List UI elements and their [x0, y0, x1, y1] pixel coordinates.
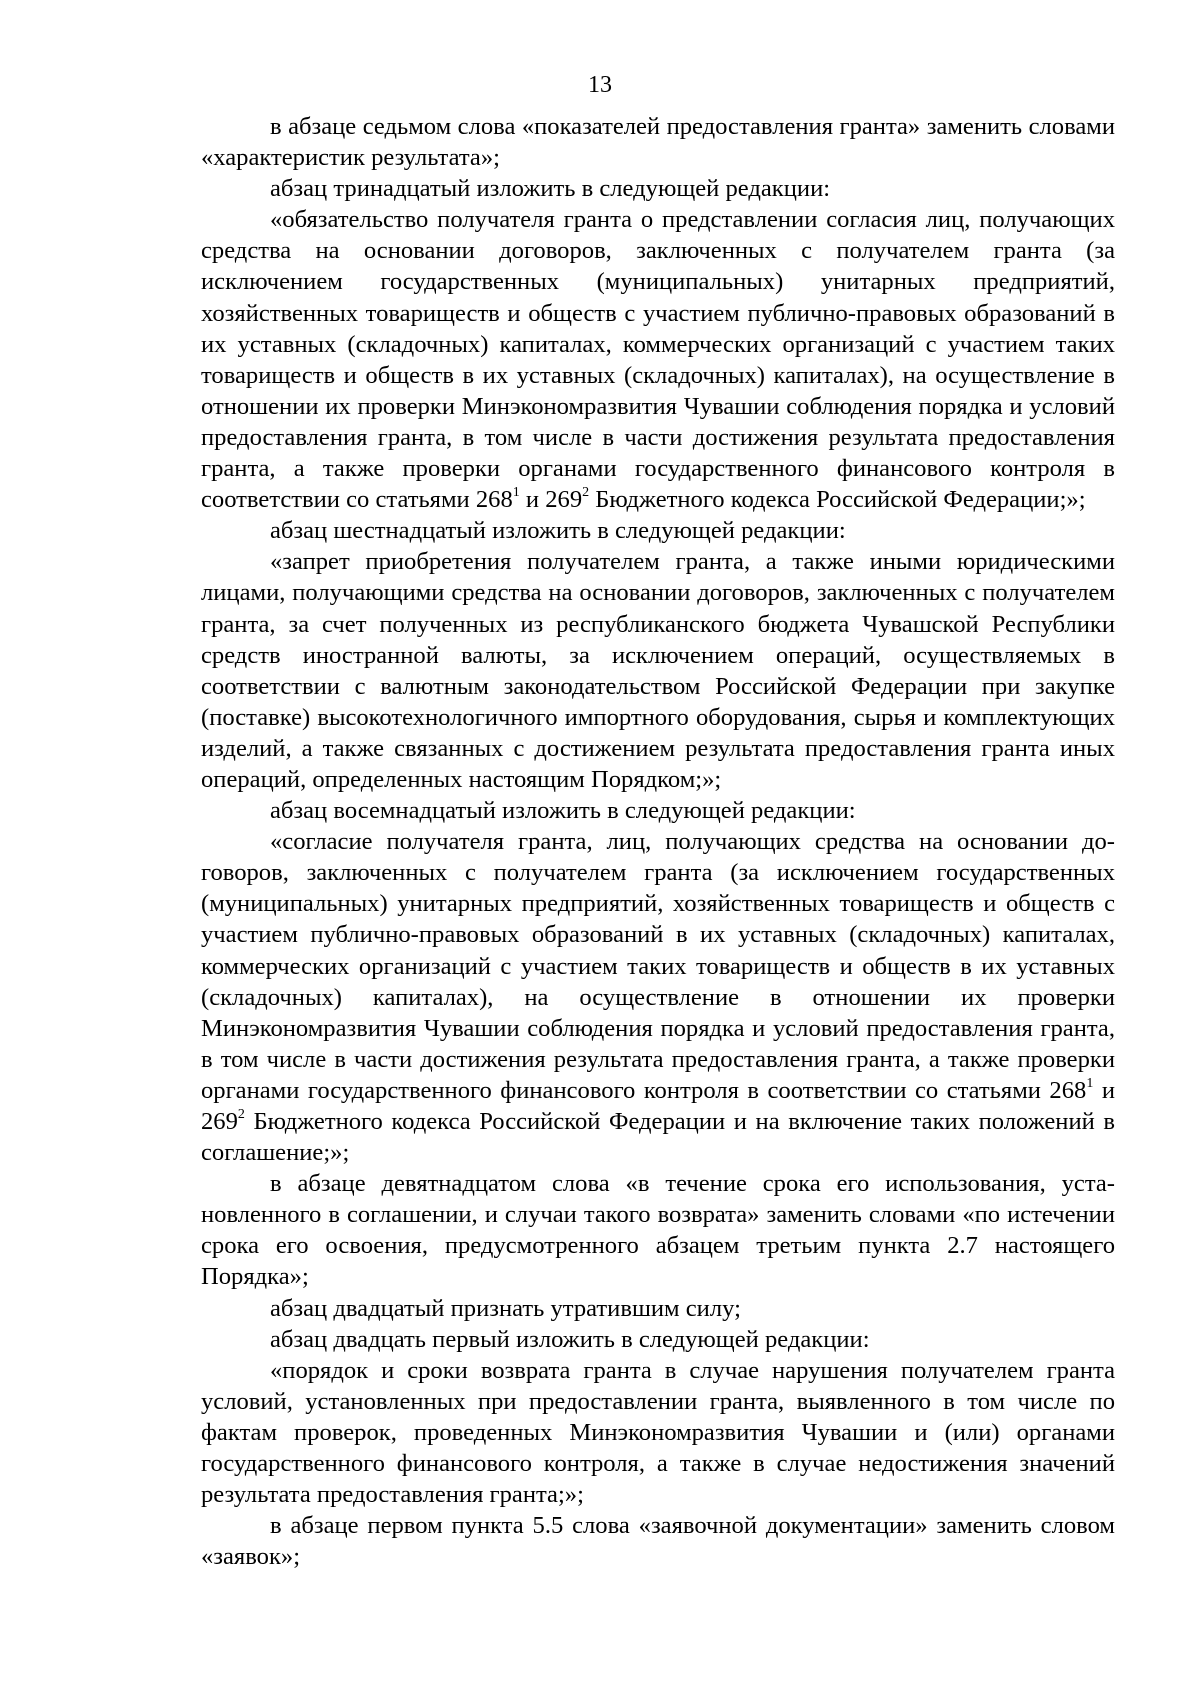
paragraph: абзац двадцать первый изложить в следующей редакции:	[270, 1325, 870, 1353]
paragraph: абзац шестнадцатый изложить в следующей редакции:	[270, 517, 846, 545]
superscript: 2	[237, 1106, 245, 1122]
paragraph	[201, 826, 1115, 1168]
paragraph-text: «согласие получателя гранта, лиц, получающих средства на основании договоров, заключенных с получателем гранта (за исключением государственных (муниципальных) унитарных предприятий, хозяйственных товариществ и обществ с участием публично-правовых образований в их уставных (складочных) капиталах, коммерческих организаций с участием таких товариществ и обществ в их уставных (складочных) капиталах), на осуществление в отношении их проверки Минэкономразвития Чувашии соблюдения порядка и условий предоставления гранта, в том числе в части достижения результата предоставления гранта, а также проверки органами государственного финансового контроля в соответствии со статьями 268	[201, 828, 1115, 1104]
superscript: 2	[582, 484, 590, 500]
superscript: 1	[1086, 1075, 1094, 1091]
paragraph-text: Бюджетного кодекса Российской Федерации;»;	[589, 486, 1086, 514]
paragraph: «запрет приобретения получателем гранта, а также иными юридическими лицами, получающими средства на основании договоров, заключенных с получателем гранта, за счет полученных из республиканского бюджета Чувашской Республики средств иностранной валюты, за исключением операций, осуществляемых в соответствии с валютным законодательством Российской Федерации при закупке (поставке) высокотехнологичного импортного оборудования, сырья и комплектующих изделий, а также связанных с достижением результата предоставления гранта иных операций, определенных настоящим Порядком;»;	[201, 548, 1115, 793]
paragraph-text: Бюджетного кодекса Российской Федерации и на включение таких положений в соглашение;»;	[201, 1108, 1115, 1167]
paragraph: в абзаце первом пункта 5.5 слова «заявочной документации» заменить словом «заявок»;	[201, 1512, 1115, 1571]
paragraph-text: и 269	[519, 486, 583, 514]
paragraph: абзац двадцатый признать утратившим силу;	[270, 1294, 741, 1322]
page-number: 13	[588, 72, 612, 98]
paragraph: в абзаце седьмом слова «показателей предоставления гранта» заменить словами «характеристик результата»;	[201, 113, 1115, 172]
paragraph: абзац восемнадцатый изложить в следующей редакции:	[270, 797, 856, 825]
paragraph: «порядок и сроки возврата гранта в случае нарушения получателем гранта условий, установленных при предоставлении гранта, выявленного в том числе по фактам проверок, проведенных Минэкономразвития Чувашии и (или) органами государственного финансового контроля, а также в случае недостижения значений результата предоставления гранта;»;	[201, 1356, 1115, 1509]
paragraph-text: «обязательство получателя гранта о представлении согласия лиц, получающих средства на основании договоров, заключенных с получателем гранта (за исключением государственных (муниципальных) унитарных предприятий, хозяйственных товариществ и обществ с участием публично-правовых образований в их уставных (складочных) капиталах, коммерческих организаций с участием таких товариществ и обществ в их уставных (складочных) капиталах), на осуществление в отношении их проверки Минэкономразвития Чувашии соблюдения порядка и условий предоставления гранта, в том числе в части достижения результата предоставления гранта, а также проверки органами государственного финансового контроля в соответствии со статьями 268	[201, 206, 1115, 514]
paragraph-text: и 269	[201, 1076, 1115, 1135]
paragraph: в абзаце девятнадцатом слова «в течение срока его использования, установленного в соглашении, и случаи такого возврата» заменить словами «по истечении срока его освоения, предусмотренного абзацем третьим пункта 2.7 настоящего Порядка»;	[201, 1170, 1115, 1291]
document-body	[201, 111, 1115, 1572]
paragraph	[201, 204, 1115, 515]
paragraph: абзац тринадцатый изложить в следующей редакции:	[270, 175, 831, 203]
superscript: 1	[512, 484, 520, 500]
